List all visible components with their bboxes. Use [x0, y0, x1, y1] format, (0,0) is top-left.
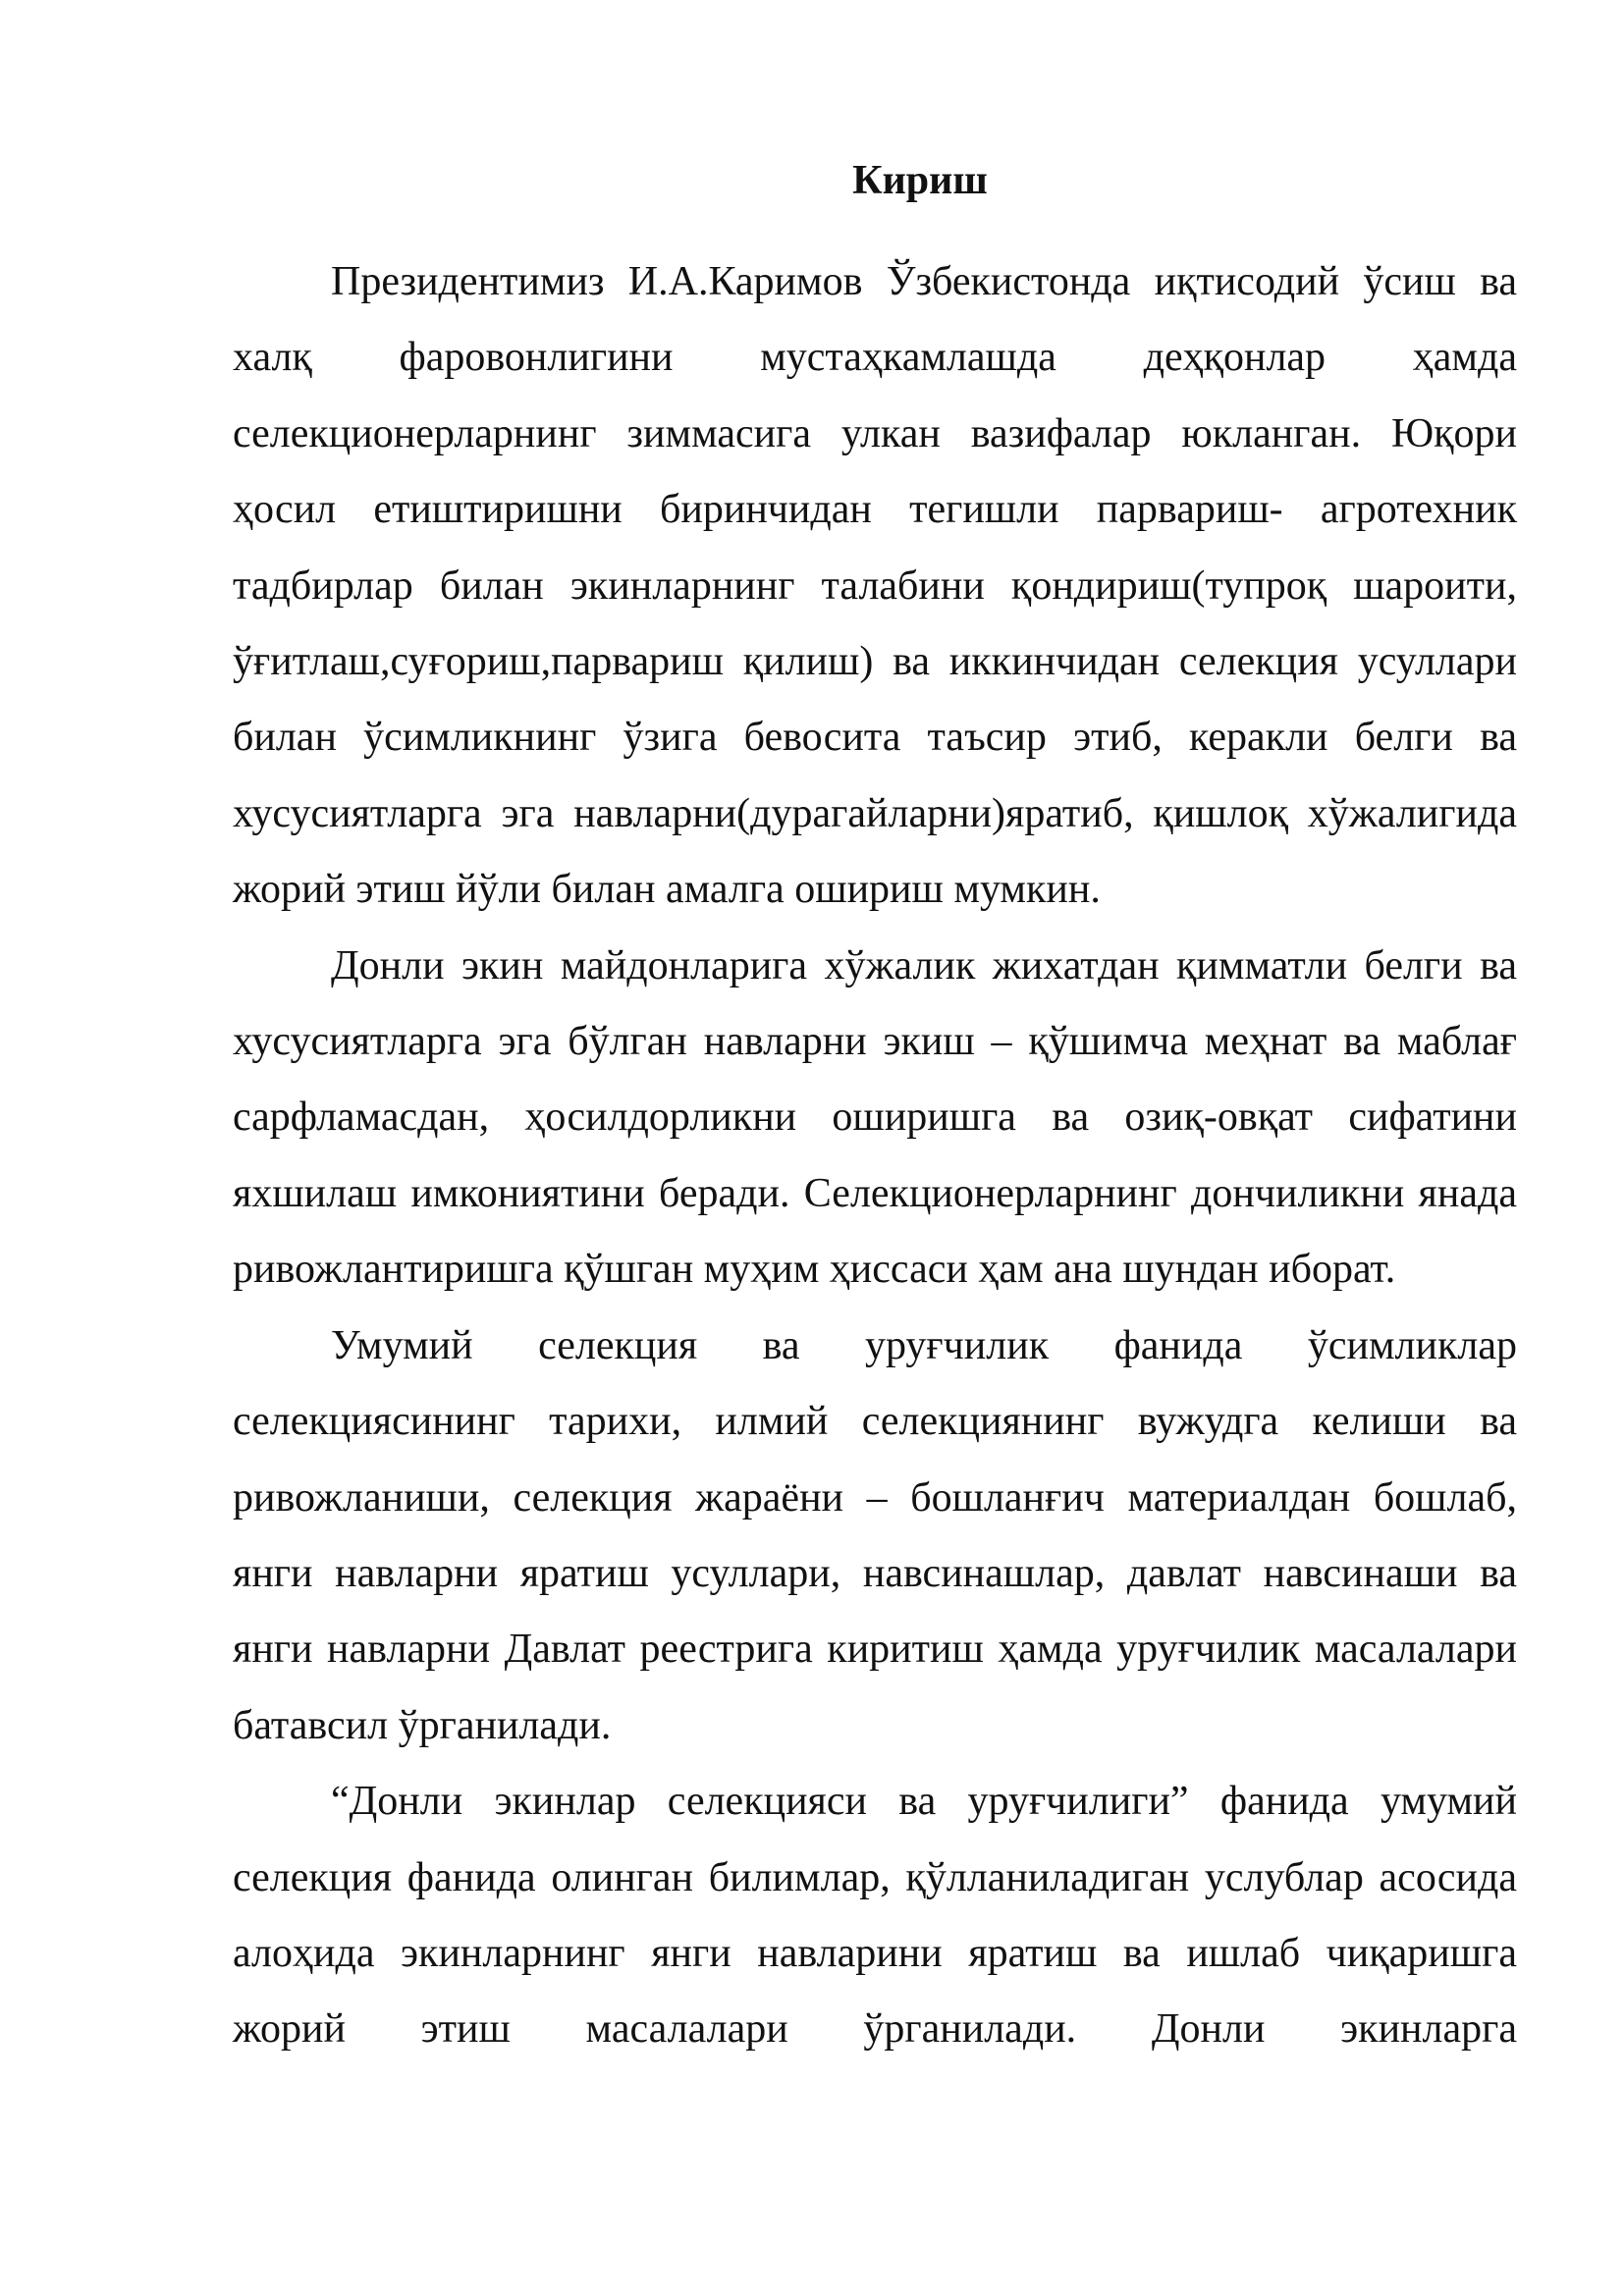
paragraph-2: Донли экин майдонларига хўжалик жихатдан қимматли белги ва хусусиятларга эга бўлган навларни экиш – қўшимча меҳнат ва маблағ сарфламасдан, ҳосилдорликни оширишга ва озиқ-овқат сифатини яхшилаш имкониятини беради. Селекционерларнинг дончиликни янада ривожлантиришга қўшган муҳим ҳиссаси ҳам ана шундан иборат. — [233, 942, 1517, 1293]
paragraph-1: Президентимиз И.А.Каримов Ўзбекистонда иқтисодий ўсиш ва халқ фаровонлигини мустаҳкамлашда деҳқонлар ҳамда селекционерларнинг зиммасига улкан вазифалар юкланган. Юқори ҳосил етиштиришни биринчидан тегишли парвариш- агротехник тадбирлар билан экинларнинг талабини қондириш(тупроқ шароити, ўғитлаш,суғориш,парвариш қилиш) ва иккинчидан селекция усуллари билан ўсимликнинг ўзига бевосита таъсир этиб, керакли белги ва хусусиятларга эга навларни(дурагайларни)яратиб, қишлоқ хўжалигида жорий этиш йўли билан амалга ошириш мумкин. — [233, 259, 1517, 913]
page-title: Кириш — [852, 158, 988, 203]
document-body — [233, 244, 1517, 2068]
paragraph-3: Умумий селекция ва уруғчилик фанида ўсимликлар селекциясининг тарихи, илмий селекциянинг вужудга келиши ва ривожланиши, селекция жараёни – бошланғич материалдан бошлаб, янги навларни яратиш усуллари, навсинашлар, давлат навсинаши ва янги навларни Давлат реестрига киритиш ҳамда уруғчилик масалалари батавсил ўрганилади. — [233, 1322, 1517, 1748]
paragraph-4: “Донли экинлар селекцияси ва уруғчилиги” фанида умумий селекция фанида олинган билимлар, қўлланиладиган услублар асосида алоҳида экинларнинг янги навларини яратиш ва ишлаб чиқаришга жорий этиш масалалари ўрганилади. Донли экинларга — [233, 1779, 1517, 2053]
